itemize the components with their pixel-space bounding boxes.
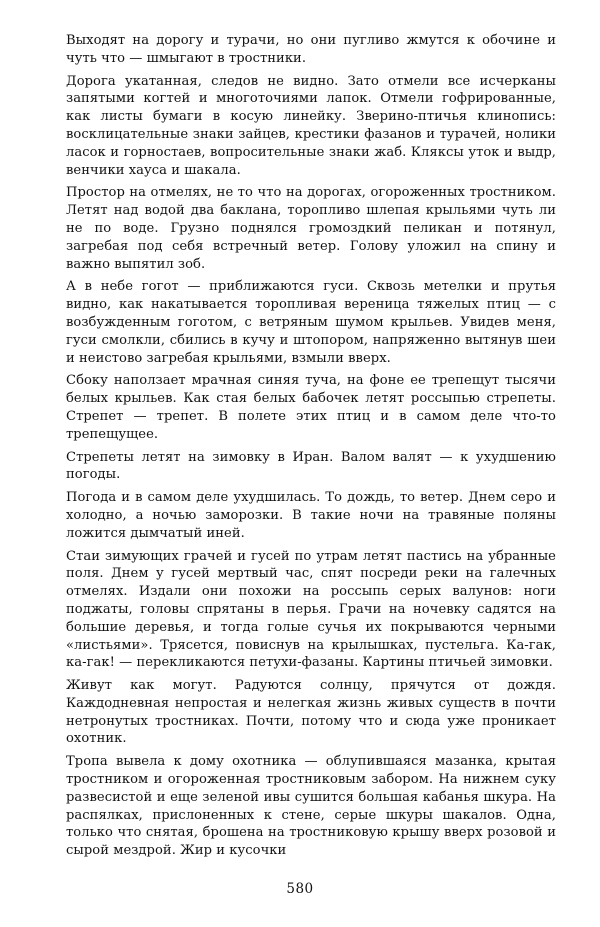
paragraph-5: Сбоку наползает мрачная синяя туча, на фоне ее трепещут тысячи белых крыльев. Как стая белых бабочек летят россыпью стрепеты. Стрепет — трепет. В полете этих птиц и в самом деле что-то трепещущее.: [66, 373, 556, 442]
paragraph-3: Простор на отмелях, не то что на дорогах, огороженных тростником. Летят над водой два баклана, торопливо шлепая крыльями чуть ли не по воде. Грузно поднялся громоздкий пеликан и потянул, загребая под себя встречный ветер. Голову уложил на спину и важно выпятил зоб.: [66, 185, 556, 272]
paragraph-6: Стрепеты летят на зимовку в Иран. Валом валят — к ухудшению погоды.: [66, 449, 556, 483]
paragraph-1: Выходят на дорогу и турачи, но они пугливо жмутся к обочине и чуть что — шмыгают в тростники.: [66, 33, 556, 66]
paragraph-9: Живут как могут. Радуются солнцу, прячутся от дождя. Каждодневная непростая и нелегкая жизнь живых существ в почти нетронутых тростниках. Почти, потому что и сюда уже проникает охотник.: [66, 678, 556, 747]
text-body: [66, 32, 556, 865]
paragraph-2: Дорога укатанная, следов не видно. Зато отмели все исчерканы запятыми когтей и многоточиями лапок. Отмели гофрированные, как листы бумаги в косую линейку. Зверино-птичья клинопись: восклицательные знаки зайцев, крестики фазанов и турачей, нолики ласок и горностаев, вопросительные знаки жаб. Кляксы уток и выдр, венчики хауса и шакала.: [66, 73, 556, 178]
paragraph-4: А в небе гогот — приближаются гуси. Сквозь метелки и прутья видно, как накатывается торопливая вереница тяжелых птиц — с возбужденным гоготом, с ветряным шумом крыльев. Увидев меня, гуси смолкли, сбились в кучу и штопором, напряженно вытянув шеи и неистово загребая крыльями, взмыли вверх.: [66, 279, 556, 366]
paragraph-7: Погода и в самом деле ухудшилась. То дождь, то ветер. Днем серо и холодно, а ночью заморозки. В такие ночи на травяные поляны ложится дымчатый иней.: [66, 490, 556, 541]
page-number: 580: [286, 881, 314, 897]
paragraph-8: Стаи зимующих грачей и гусей по утрам летят пастись на убранные поля. Днем у гусей мертвый час, спят посреди реки на галечных отмелях. Издали они похожи на россыпь серых валунов: ноги поджаты, головы спрятаны в перья. Грачи на ночевку садятся на большие деревья, и тогда голые сучья их покрываются черными «листьями». Трясется, повиснув на крылышках, пустельга. Ка-гак, ка-гак! — перекликаются петухи-фазаны. Картины птичьей зимовки.: [66, 548, 556, 671]
paragraph-10: Тропа вывела к дому охотника — облупившаяся мазанка, крытая тростником и огороженная тростниковым забором. На нижнем суку развесистой и еще зеленой ивы сушится большая кабанья шкура. На распялках, прислоненных к стене, серые шкуры шакалов. Одна, только что снятая, брошена на тростниковую крышу вверх розовой и сырой мездрой. Жир и кусочки: [66, 754, 556, 859]
